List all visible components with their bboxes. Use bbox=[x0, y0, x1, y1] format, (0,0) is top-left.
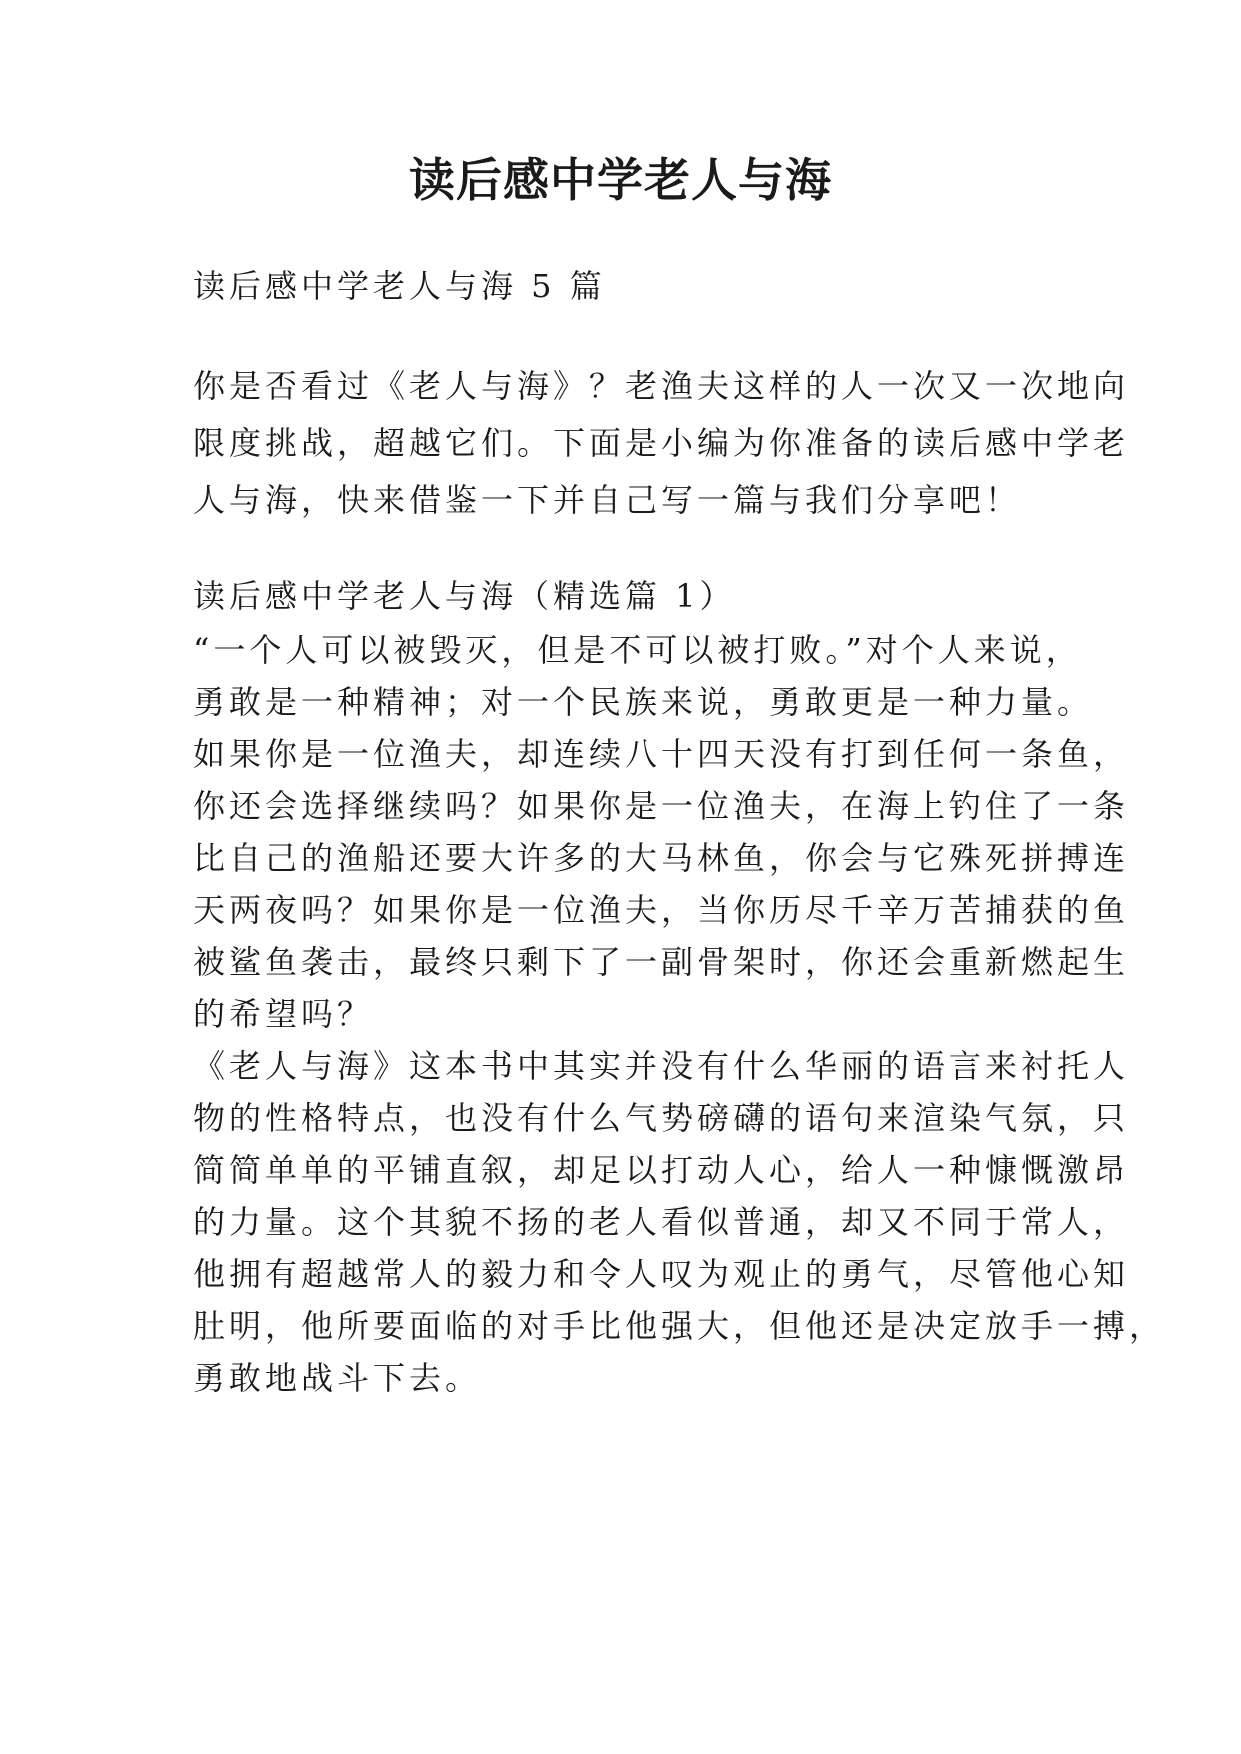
body-line: 他拥有超越常人的毅力和令人叹为观止的勇气，尽管他心知 bbox=[193, 1255, 1130, 1293]
body-line: 如果你是一位渔夫，却连续八十四天没有打到任何一条鱼， bbox=[193, 735, 1130, 773]
body-line: 比自己的渔船还要大许多的大马林鱼，你会与它殊死拼搏连 bbox=[193, 839, 1130, 877]
body-line: 肚明，他所要面临的对手比他强大，但他还是决定放手一搏， bbox=[193, 1307, 1166, 1345]
body-line: 《老人与海》这本书中其实并没有什么华丽的语言来衬托人 bbox=[193, 1047, 1130, 1085]
body-line: 物的性格特点，也没有什么气势磅礴的语句来渲染气氛，只 bbox=[193, 1099, 1130, 1137]
body-line: 的希望吗？ bbox=[193, 995, 374, 1033]
body-line: 简简单单的平铺直叙，却足以打动人心，给人一种慷慨激昂 bbox=[193, 1151, 1130, 1189]
intro-line: 人与海，快来借鉴一下并自己写一篇与我们分享吧！ bbox=[193, 481, 1022, 519]
body-line: 被鲨鱼袭击，最终只剩下了一副骨架时，你还会重新燃起生 bbox=[193, 943, 1130, 981]
body-line: 天两夜吗？如果你是一位渔夫，当你历尽千辛万苦捕获的鱼 bbox=[193, 891, 1130, 929]
body-line: “一个人可以被毁灭，但是不可以被打败。”对个人来说， bbox=[193, 631, 1082, 669]
section-heading: 读后感中学老人与海（精选篇 1） bbox=[193, 577, 736, 615]
body-line: 勇敢是一种精神；对一个民族来说，勇敢更是一种力量。 bbox=[193, 683, 1094, 721]
intro-line: 你是否看过《老人与海》？老渔夫这样的人一次又一次地向 bbox=[193, 367, 1130, 405]
document-subtitle: 读后感中学老人与海 5 篇 bbox=[193, 267, 606, 305]
body-line: 勇敢地战斗下去。 bbox=[193, 1359, 482, 1397]
body-line: 你还会选择继续吗？如果你是一位渔夫，在海上钓住了一条 bbox=[193, 787, 1130, 825]
document-title: 读后感中学老人与海 bbox=[409, 153, 832, 207]
body-line: 的力量。这个其貌不扬的老人看似普通，却又不同于常人， bbox=[193, 1203, 1130, 1241]
intro-line: 限度挑战，超越它们。下面是小编为你准备的读后感中学老 bbox=[193, 424, 1130, 462]
